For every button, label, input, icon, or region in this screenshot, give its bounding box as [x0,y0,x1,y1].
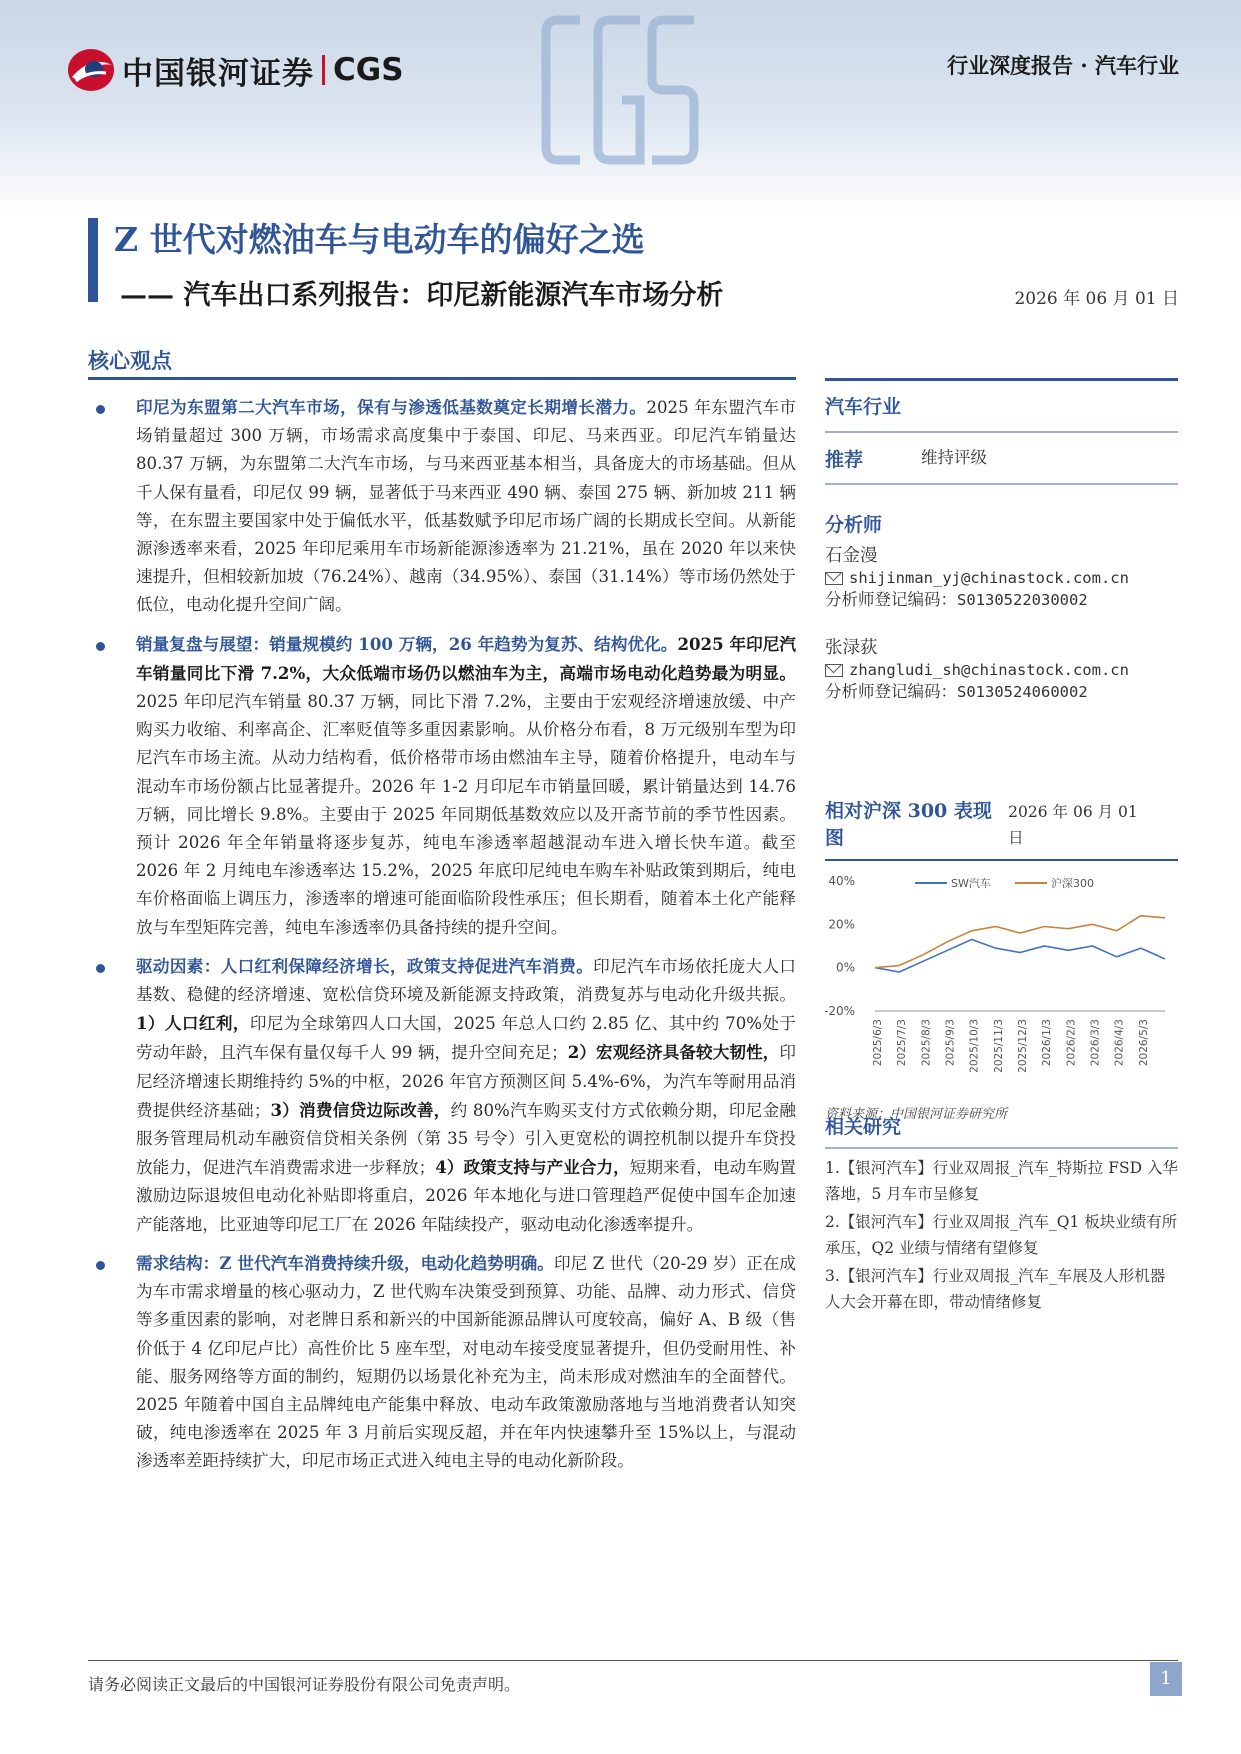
x-tick-label: 2026/5/3 [1137,1019,1150,1067]
bullet-dot-icon [96,642,105,651]
bullet-lead: 驱动因素：人口红利保障经济增长，政策支持促进汽车消费。 [136,955,594,976]
analyst-email[interactable]: zhangludi_sh@chinastock.com.cn [849,661,1129,679]
x-tick-label: 2026/4/3 [1113,1019,1126,1067]
sidebar-industry-block [825,392,1178,485]
related-item[interactable]: 1.【银河汽车】行业双周报_汽车_特斯拉 FSD 入华落地，5 月车市呈修复 [825,1159,1178,1203]
analyst-header: 分析师 [825,514,883,536]
x-tick-label: 2026/2/3 [1065,1019,1078,1067]
bullet-item [88,1249,796,1476]
chart-title: 相对沪深 300 表现图 [825,800,992,849]
x-tick-label: 2025/12/3 [1017,1019,1029,1073]
x-tick-label: 2026/3/3 [1089,1019,1102,1067]
reg-label: 分析师登记编码： [825,590,957,609]
bullet-text: 短期来看，电动车购置激励边际退坡但电动化补贴即将重启，2026 年本地化与进口管理趋严促使中国车企加速产能落地，比亚迪等印尼工厂在 2026 年陆续投产，驱动电动化渗透率提升。 [136,1158,797,1234]
rating-row [825,433,1178,483]
related-header: 相关研究 [825,1116,902,1138]
report-type: 行业深度报告 · 汽车行业 [947,53,1179,78]
section-divider [88,377,796,380]
section-title: 核心观点 [88,348,172,373]
footer-rule [88,1660,1178,1661]
sidebar-divider [825,483,1178,485]
brand-name-cn: 中国银河证券 [122,55,314,92]
analyst-name: 石金漫 [825,546,878,566]
analyst-email-row [825,569,1178,587]
x-tick-label: 2025/7/3 [896,1019,909,1067]
analyst-block [825,510,1178,705]
x-tick-label: 2025/6/3 [872,1019,884,1067]
analyst-reg [825,679,1178,705]
bullet-bold: 2）宏观经济具备较大韧性， [567,1042,780,1063]
bullet-text: 印尼 Z 世代（20-29 岁）正在成为车市需求增量的核心驱动力，Z 世代购车决策受到预算、功能、品牌、动力形式、信贷等多重因素的影响，对老牌日系和新兴的中国新能源品牌认可度较高，偏好 A、B 级（售价低于 4 亿印尼卢比）高性价比 5 座车型，对电动车接受度显著提升，但仍受耐用性、补能、服务网络等方面的制约，短期仍以场景化补充为主，尚未形成对燃油车的全面替代。2025 年随着中国自主品牌纯电产能集中释放、电动车政策激励落地与当地消费者认知突破，纯电渗透率在 2025 年 3 月前后实现反超，并在年内快速攀升至 15%以上，与混动渗透率差距持续扩大，印尼市场正式进入纯电主导的电动化新阶段。 [136,1253,796,1471]
bullet-item [88,393,796,620]
mail-icon [825,572,843,585]
reg-code: S0130524060002 [957,683,1088,701]
bullet-bold: 4）政策支持与产业合力， [435,1157,630,1178]
x-tick-label: 2025/8/3 [920,1019,933,1067]
related-item[interactable]: 3.【银河汽车】行业双周报_汽车_车展及人形机器人大会开幕在即，带动情绪修复 [825,1267,1166,1311]
reg-label: 分析师登记编码： [825,682,957,701]
bullet-dot-icon [96,405,105,414]
bullet-text: 约 80%汽车购买支付方式依赖分期，印尼金融服务管理局机动车融资信贷相关条例（第 35 号令）引入更宽松的调控机制以提升车贷投放能力，促进汽车消费需求进一步释放； [136,1100,797,1178]
y-tick-label: -20% [825,1004,855,1018]
bullet-text: 印尼经济增速长期维持约 5%的中枢，2026 年官方预测区间 5.4%-6%，为汽车等耐用品消费提供经济基础； [136,1043,796,1120]
bullet-lead: 销量复盘与展望：销量规模约 100 万辆，26 年趋势为复苏、结构优化。 [136,633,678,654]
performance-line-chart [825,861,1178,1091]
bullet-bold: 3）消费信贷边际改善， [270,1099,451,1120]
x-tick-label: 2026/1/3 [1041,1019,1054,1067]
reg-code: S0130522030002 [957,591,1088,609]
legend-label: SW汽车 [951,877,991,890]
y-tick-label: 0% [835,960,855,975]
chart-date: 2026 年 06 月 01 日 [1008,803,1138,847]
bullet-lead: 印尼为东盟第二大汽车市场，保有与渗透低基数奠定长期增长潜力。 [136,397,647,417]
title-accent-bar [88,218,98,302]
chart-source: 资料来源：中国银河证券研究所 [825,1107,1008,1122]
footer-disclaimer: 请务必阅读正文最后的中国银河证券股份有限公司免责声明。 [88,1675,521,1694]
chart-header [825,796,1178,851]
related-item[interactable]: 2.【银河汽车】行业双周报_汽车_Q1 板块业绩有所承压，Q2 业绩与情绪有望修复 [825,1213,1178,1257]
brand-logo [66,46,404,94]
bullet-text: 2025 年印尼汽车销量 80.37 万辆，同比下滑 7.2%，主要由于宏观经济增速放缓、中产购买力收缩、利率高企、汇率贬值等多重因素影响。从价格分布看，8 万元级别车型为印尼汽车市场主流。从动力结构看，低价格带市场由燃油车主导，随着价格提升，电动车与混动车市场份额占比显著提升。2026 年 1-2 月印尼车市销量回暖，累计销量达到 14.76 万辆，同比增长 9.8%。主要由于 2025 年同期低基数效应以及开斋节前的季节性因素。预计 2026 年全年销量将逐步复苏，纯电车渗透率超越混动车进入增长快车道。截至 2026 年 2 月纯电车渗透率达 15.2%，2025 年底印尼纯电车购车补贴政策到期后，纯电车价格面临上调压力，渗透率的增速可能面临阶段性承压；但长期看，随着本土化产能释放与车型矩阵完善，纯电车渗透率仍具备持续的提升空间。 [136,692,796,937]
core-views [88,393,796,1486]
bullet-dot-icon [96,1261,105,1270]
related-research-block [825,1112,1178,1315]
sidebar-industry: 汽车行业 [825,396,902,418]
bullet-text: 印尼为全球第四人口大国，2025 年总人口约 2.85 亿、其中约 70%处于劳动年龄，且汽车保有量仅每千人 99 辆，提升空间充足； [136,1014,797,1063]
bullet-bold: 1）人口红利， [136,1013,250,1034]
report-title: Z 世代对燃油车与电动车的偏好之选 [114,220,645,259]
x-tick-label: 2025/10/3 [968,1019,981,1073]
analyst-name: 张渌荻 [825,638,878,658]
related-rule [825,1147,1178,1149]
report-subtitle: —— 汽车出口系列报告：印尼新能源汽车市场分析 [120,280,724,311]
rating-value: 维持评级 [921,448,987,467]
performance-chart-block [825,796,1178,1122]
legend-label: 沪深300 [1051,877,1094,890]
rating-label: 推荐 [825,448,864,471]
x-tick-label: 2025/11/3 [992,1019,1005,1073]
bullet-dot-icon [96,964,105,973]
galaxy-logo-icon [66,47,116,93]
y-tick-label: 40% [828,874,855,888]
bullet-item [88,630,796,942]
brand-separator [322,55,325,85]
bullet-item [88,952,796,1239]
series-line [875,940,1165,973]
bullet-text: 印尼汽车市场依托庞大人口基数、稳健的经济增速、宽松信贷环境及新能源支持政策，消费复苏与电动化升级共振。 [136,956,796,1005]
brand-name-en: CGS [333,52,404,88]
sidebar-top-rule [825,378,1178,381]
x-tick-label: 2025/9/3 [944,1019,957,1067]
analyst-email-row [825,661,1178,679]
analyst-reg [825,587,1178,613]
page-number: 1 [1150,1662,1182,1696]
bullet-text: 2025 年东盟汽车市场销量超过 300 万辆，市场需求高度集中于泰国、印尼、马来西亚。印尼汽车销量达 80.37 万辆，为东盟第二大汽车市场，与马来西亚基本相当，具备庞大的市场基础。但从千人保有量看，印尼仅 99 辆，显著低于马来西亚 490 辆、泰国 275 辆、新加坡 211 辆等，在东盟主要国家中处于偏低水平，低基数赋予印尼市场广阔的长期成长空间。从新能源渗透率来看，2025 年印尼乘用车市场新能源渗透率为 21.21%，虽在 2020 年以来快速提升，但相较新加坡（76.24%）、越南（34.95%）、泰国（31.14%）等市场仍然处于低位，电动化提升空间广阔。 [136,398,796,615]
mail-icon [825,664,843,677]
bullet-bold: 2025 年印尼汽车销量同比下滑 7.2%，大众低端市场仍以燃油车为主，高端市场电动化趋势最为明显。 [136,633,796,683]
series-line [875,916,1165,968]
analyst-email[interactable]: shijinman_yj@chinastock.com.cn [849,569,1129,587]
report-date: 2026 年 06 月 01 日 [1014,289,1179,309]
y-tick-label: 20% [828,917,855,932]
cgs-watermark-icon [540,10,700,170]
bullet-lead: 需求结构：Z 世代汽车消费持续升级，电动化趋势明确。 [136,1252,554,1273]
